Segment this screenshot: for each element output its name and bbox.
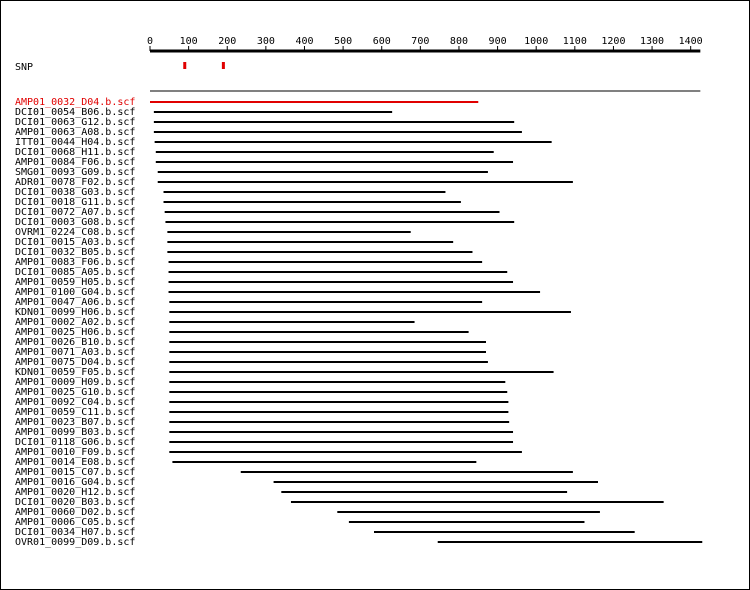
read-label: AMP01_0059_C11.b.scf bbox=[15, 407, 136, 418]
axis-tick-label: 0 bbox=[146, 36, 154, 47]
read-label: AMP01_0060_D02.b.scf bbox=[15, 507, 136, 518]
axis-tick-label: 1300 bbox=[640, 36, 665, 47]
axis-tick-label: 700 bbox=[411, 36, 430, 47]
axis-tick-label: 300 bbox=[256, 36, 275, 47]
read-label: ITT01_0044_H04.b.scf bbox=[15, 137, 136, 148]
read-label: AMP01_0071_A03.b.scf bbox=[15, 347, 136, 358]
read-label: AMP01_0014_E08.b.scf bbox=[15, 457, 136, 468]
read-label: DCI01_0038_G03.b.scf bbox=[15, 187, 136, 198]
read-alignments bbox=[15, 91, 702, 548]
read-label: KDN01_0099_H06.b.scf bbox=[15, 307, 136, 318]
read-label: AMP01_0075_D04.b.scf bbox=[15, 357, 136, 368]
read-label: AMP01_0083_F06.b.scf bbox=[15, 257, 136, 268]
read-label: AMP01_0015_C07.b.scf bbox=[15, 467, 136, 478]
read-label: DCI01_0118_G06.b.scf bbox=[15, 437, 136, 448]
read-label: DCI01_0068_H11.b.scf bbox=[15, 147, 136, 158]
read-label: DCI01_0003_G08.b.scf bbox=[15, 217, 136, 228]
read-label: OVR01_0099_D09.b.scf bbox=[15, 537, 136, 548]
read-label: DCI01_0034_H07.b.scf bbox=[15, 527, 136, 538]
axis-tick-label: 400 bbox=[295, 36, 314, 47]
read-label: OVRM1_0224_C08.b.scf bbox=[15, 227, 136, 238]
axis-tick-label: 100 bbox=[179, 36, 198, 47]
read-label: AMP01_0016_G04.b.scf bbox=[15, 477, 136, 488]
axis-tick-label: 1200 bbox=[601, 36, 626, 47]
read-label: SMG01_0093_G09.b.scf bbox=[15, 167, 136, 178]
read-label: AMP01_0092_C04.b.scf bbox=[15, 397, 136, 408]
read-label: AMP01_0025_G10.b.scf bbox=[15, 387, 136, 398]
snp-marker bbox=[222, 62, 225, 69]
read-label: AMP01_0059_H05.b.scf bbox=[15, 277, 136, 288]
read-label: DCI01_0072_A07.b.scf bbox=[15, 207, 136, 218]
axis-tick-label: 1100 bbox=[562, 36, 587, 47]
read-label: AMP01_0100_G04.b.scf bbox=[15, 287, 136, 298]
axis-tick-label: 600 bbox=[372, 36, 391, 47]
read-label: AMP01_0010_F09.b.scf bbox=[15, 447, 136, 458]
read-label: DCI01_0020_B03.b.scf bbox=[15, 497, 136, 508]
read-label: DCI01_0015_A03.b.scf bbox=[15, 237, 136, 248]
read-label: AMP01_0063_A08.b.scf bbox=[15, 127, 136, 138]
alignment-diagram bbox=[1, 1, 749, 589]
read-label: AMP01_0099_B03.b.scf bbox=[15, 427, 136, 438]
read-label: DCI01_0063_G12.b.scf bbox=[15, 117, 136, 128]
snp-marker bbox=[183, 62, 186, 69]
read-label: AMP01_0002_A02.b.scf bbox=[15, 317, 136, 328]
read-label: AMP01_0084_F06.b.scf bbox=[15, 157, 136, 168]
snp-track bbox=[15, 62, 225, 73]
axis-tick-label: 900 bbox=[488, 36, 507, 47]
read-label: DCI01_0054_B06.b.scf bbox=[15, 107, 136, 118]
axis-tick-label: 1000 bbox=[524, 36, 549, 47]
read-label: AMP01_0047_A06.b.scf bbox=[15, 297, 136, 308]
axis-tick-label: 200 bbox=[218, 36, 237, 47]
read-label: AMP01_0023_B07.b.scf bbox=[15, 417, 136, 428]
read-label: DCI01_0018_G11.b.scf bbox=[15, 197, 136, 208]
position-axis bbox=[147, 36, 703, 51]
read-label: AMP01_0025_H06.b.scf bbox=[15, 327, 136, 338]
read-label: AMP01_0020_H12.b.scf bbox=[15, 487, 136, 498]
read-label: AMP01_0032_D04.b.scf bbox=[15, 97, 136, 108]
snp-label: SNP bbox=[15, 62, 34, 73]
axis-tick-label: 1400 bbox=[678, 36, 703, 47]
read-label: AMP01_0009_H09.b.scf bbox=[15, 377, 136, 388]
read-label: DCI01_0032_B05.b.scf bbox=[15, 247, 136, 258]
read-label: KDN01_0059_F05.b.scf bbox=[15, 367, 136, 378]
read-label: AMP01_0026_B10.b.scf bbox=[15, 337, 136, 348]
read-label: DCI01_0085_A05.b.scf bbox=[15, 267, 136, 278]
axis-tick-label: 500 bbox=[334, 36, 353, 47]
axis-tick-label: 800 bbox=[449, 36, 468, 47]
read-label: AMP01_0006_C05.b.scf bbox=[15, 517, 136, 528]
read-label: ADR01_0078_F02.b.scf bbox=[15, 177, 136, 188]
